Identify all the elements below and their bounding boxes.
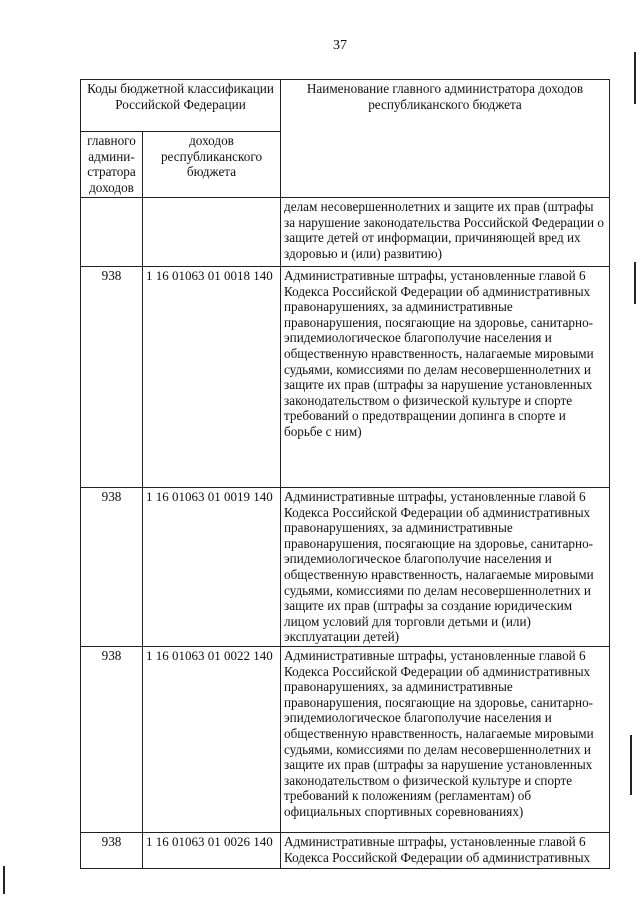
scan-edge-mark [634,262,636,304]
admin-code-cell [81,198,143,267]
table-row [81,646,610,832]
description-cell: Административные штрафы, установленные главой 6 Кодекса Российской Федерации об административных правонарушениях, за административные правонарушения, посягающие на здоровье, санитарно-эпидемиологическое благополучие населения и общественную нравственность, налагаемые мировыми судьями, комиссиями по делам несовершеннолетних и защите их прав (штрафы за создание юридическим лицом условий для торговли детьми и (или) эксплуатации детей) [281,488,610,647]
description-cell: Административные штрафы, установленные главой 6 Кодекса Российской Федерации об административных правонарушениях, за административные правонарушения, посягающие на здоровье, санитарно-эпидемиологическое благополучие населения и общественную нравственность, налагаемые мировыми судьями, комиссиями по делам несовершеннолетних и защите их прав (штрафы за нарушение установленных законодательством о физической культуре и спорте требований к положениям (регламентам) об официальных спортивных соревнованиях) [281,646,610,832]
table-row [81,488,610,647]
table-row [81,832,610,868]
revenue-code-cell: 1 16 01063 01 0019 140 [143,488,281,647]
header-group-title: Коды бюджетной классификации Российской Федерации [81,80,281,132]
table-row [81,198,610,267]
table-header [81,80,610,198]
scan-edge-mark [634,52,636,104]
description-cell: Административные штрафы, установленные главой 6 Кодекса Российской Федерации об административных [281,832,610,868]
revenue-code-cell: 1 16 01063 01 0018 140 [143,267,281,488]
header-code-column: доходов республиканского бюджета [143,132,281,198]
revenue-code-cell: 1 16 01063 01 0026 140 [143,832,281,868]
description-cell: Административные штрафы, установленные главой 6 Кодекса Российской Федерации об административных правонарушениях, за административные правонарушения, посягающие на здоровье, санитарно-эпидемиологическое благополучие населения и общественную нравственность, налагаемые мировыми судьями, комиссиями по делам несовершеннолетних и защите их прав (штрафы за нарушение установленных законодательством о физической культуре и спорте требований о предотвращении допинга в спорте и борьбе с ним) [281,267,610,488]
admin-code-cell: 938 [81,646,143,832]
scan-edge-mark [3,866,5,894]
header-name-column: Наименование главного администратора доходов республиканского бюджета [281,80,610,198]
scan-edge-mark [630,735,632,795]
revenue-code-cell [143,198,281,267]
admin-code-cell: 938 [81,267,143,488]
admin-code-cell: 938 [81,488,143,647]
header-admin-column: главного админи-стратора доходов [81,132,143,198]
page-number: 37 [333,38,347,53]
description-cell: делам несовершеннолетних и защите их прав (штрафы за нарушение законодательства Российской Федерации о защите детей от информации, причиняющей вред их здоровью и (или) развитию) [281,198,610,267]
budget-codes-table [80,79,610,869]
revenue-code-cell: 1 16 01063 01 0022 140 [143,646,281,832]
table-row [81,267,610,488]
admin-code-cell: 938 [81,832,143,868]
